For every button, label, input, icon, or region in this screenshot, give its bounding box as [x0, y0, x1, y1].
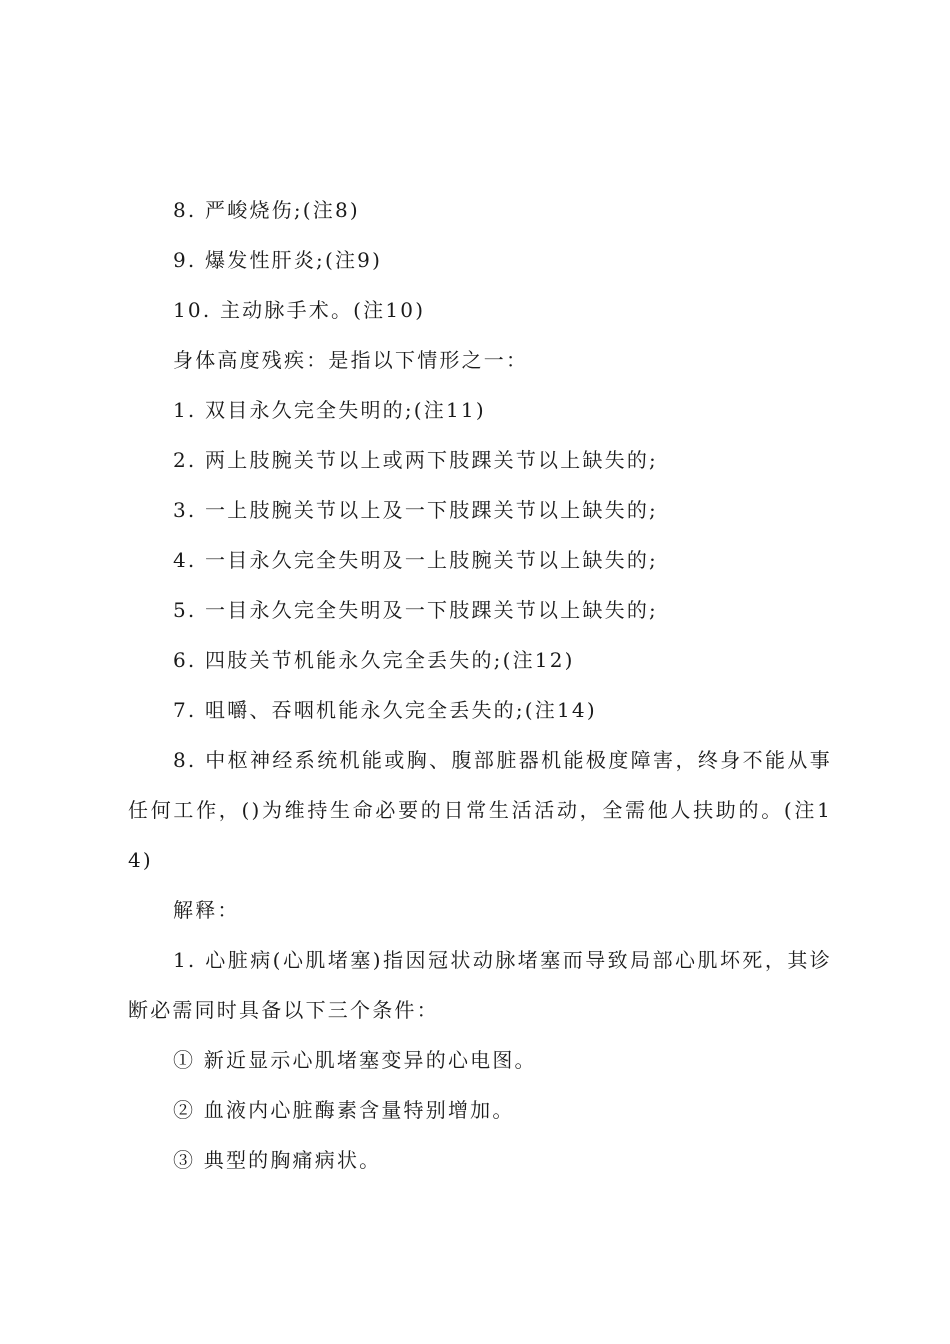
list-item-disability-1: 1. 双目永久完全失明的;(注11)	[173, 398, 486, 422]
condition-item-2: ② 血液内心脏酶素含量特别增加。	[173, 1098, 515, 1122]
list-item-disability-6: 6. 四肢关节机能永久完全丢失的;(注12)	[173, 648, 575, 672]
document-body	[128, 185, 832, 1185]
list-item-aortic-surgery: 10. 主动脉手术。(注10)	[173, 298, 426, 322]
list-item-disability-3: 3. 一上肢腕关节以上及一下肢踝关节以上缺失的;	[173, 498, 658, 522]
list-item-disability-7: 7. 咀嚼、吞咽机能永久完全丢失的;(注14)	[173, 698, 597, 722]
explanation-heading: 解释：	[173, 898, 240, 922]
list-item-severe-burn: 8. 严峻烧伤;(注8)	[173, 198, 360, 222]
list-item-disability-5: 5. 一目永久完全失明及一下肢踝关节以上缺失的;	[173, 598, 658, 622]
condition-item-3: ③ 典型的胸痛病状。	[173, 1148, 382, 1172]
condition-item-1: ① 新近显示心肌堵塞变异的心电图。	[173, 1048, 537, 1072]
list-item-fulminant-hepatitis: 9. 爆发性肝炎;(注9)	[173, 248, 383, 272]
list-item-disability-8: 8. 中枢神经系统机能或胸、腹部脏器机能极度障害，终身不能从事任何工作，()为维持生命必要的日常生活活动，全需他人扶助的。(注14)	[128, 748, 832, 872]
explanation-paragraph-1: 1. 心脏病(心肌堵塞)指因冠状动脉堵塞而导致局部心肌坏死，其诊断必需同时具备以下三个条件：	[128, 948, 832, 1022]
section-heading-disability: 身体高度残疾：是指以下情形之一：	[173, 348, 529, 372]
list-item-disability-4: 4. 一目永久完全失明及一上肢腕关节以上缺失的;	[173, 548, 658, 572]
list-item-disability-2: 2. 两上肢腕关节以上或两下肢踝关节以上缺失的;	[173, 448, 658, 472]
